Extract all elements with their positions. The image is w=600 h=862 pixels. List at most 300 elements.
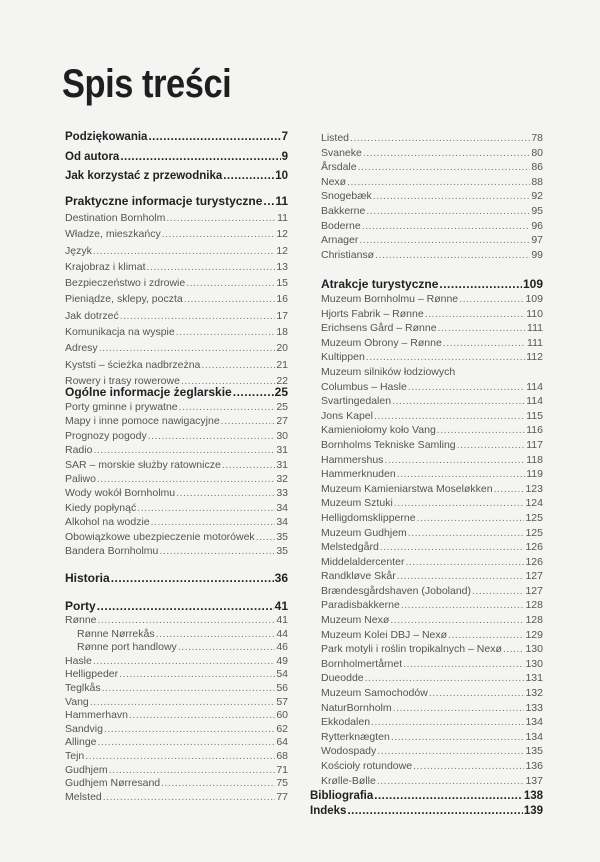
toc-entry[interactable] — [321, 350, 543, 365]
leader-dots — [391, 730, 525, 745]
toc-entry[interactable] — [65, 696, 288, 710]
leader-dots — [98, 614, 276, 628]
leader-dots — [256, 530, 276, 544]
toc-entry[interactable] — [321, 175, 543, 190]
toc-entry[interactable] — [65, 764, 288, 778]
toc-entry[interactable] — [65, 340, 288, 356]
toc-entry-label: Listed — [321, 132, 350, 144]
toc-entry[interactable] — [321, 365, 543, 380]
toc-entry-label: Adresy — [65, 342, 98, 355]
leader-dots — [401, 598, 525, 613]
toc-entry-page: 114 — [526, 395, 543, 408]
toc-entry-page: 125 — [525, 511, 543, 524]
toc-entry-label: Paradisbakkerne — [321, 599, 400, 612]
toc-entry-page: 130 — [525, 657, 543, 670]
toc-entry-page: 117 — [526, 438, 543, 451]
leader-dots — [350, 131, 530, 146]
leader-dots — [403, 657, 524, 672]
toc-entry-label: Årsdale — [321, 161, 357, 174]
toc-entry-label: Gudhjem — [65, 763, 108, 776]
leader-dots — [390, 613, 524, 628]
toc-entry[interactable] — [65, 515, 288, 529]
leader-dots — [103, 791, 276, 805]
toc-entry[interactable] — [65, 429, 288, 443]
toc-entry-page: 11 — [275, 194, 288, 208]
toc-entry[interactable] — [65, 682, 288, 696]
toc-entry-label: Bandera Bornholmu — [65, 544, 159, 557]
toc-entry[interactable] — [321, 394, 543, 409]
toc-entry-label: Svaneke — [321, 146, 362, 159]
toc-section-historia — [65, 570, 288, 586]
toc-entry-page: 138 — [523, 790, 543, 802]
toc-entry-page: 134 — [525, 716, 543, 729]
leader-dots — [97, 472, 275, 486]
toc-entry-label: Kościoły rotundowe — [321, 760, 413, 772]
leader-dots — [93, 443, 275, 457]
toc-entry-label: Helligdomsklipperne — [321, 511, 416, 524]
toc-intro — [65, 128, 288, 187]
toc-entry[interactable] — [65, 148, 288, 168]
leader-dots — [159, 544, 275, 558]
toc-section-heading[interactable] — [65, 570, 288, 586]
leader-dots — [439, 277, 522, 292]
toc-entry-page: 54 — [276, 668, 288, 681]
leader-dots — [201, 357, 275, 373]
toc-entry[interactable] — [65, 324, 288, 340]
toc-entry-label: Snogebæk — [321, 190, 372, 203]
toc-entry[interactable] — [65, 501, 288, 515]
toc-entry[interactable] — [321, 219, 543, 234]
toc-entry[interactable] — [321, 598, 543, 613]
toc-entry-label: SAR – morskie służby ratownicze — [65, 458, 221, 471]
leader-dots — [377, 774, 525, 789]
toc-entry-page: 68 — [276, 749, 288, 762]
toc-entry-label: Brændesgårdshaven (Joboland) — [321, 584, 472, 597]
leader-dots — [162, 226, 276, 242]
leader-dots — [397, 467, 526, 482]
toc-entry-page: 18 — [276, 326, 288, 339]
toc-section-ogolne — [65, 384, 288, 558]
toc-entry[interactable] — [321, 540, 543, 555]
toc-entry-page: 25 — [274, 385, 288, 399]
toc-entry-page: 109 — [525, 293, 543, 305]
toc-entry-label: Mapy i inne pomoce nawigacyjne — [65, 415, 220, 428]
toc-entry-label: Bornholmertårnet — [321, 657, 403, 670]
toc-entry-label: Muzeum Samochodów — [321, 687, 428, 700]
toc-entry[interactable] — [321, 131, 543, 146]
toc-entry[interactable] — [65, 736, 288, 750]
toc-entry-label: Muzeum silników łodziowych — [321, 365, 456, 378]
toc-entry-page: 137 — [525, 774, 543, 787]
toc-entry[interactable] — [65, 641, 288, 655]
toc-entry[interactable] — [65, 655, 288, 669]
toc-entry-page: 132 — [525, 687, 543, 700]
toc-entry-label: Hammershus — [321, 453, 384, 466]
leader-dots — [413, 759, 524, 774]
toc-entry[interactable] — [321, 730, 543, 745]
toc-entry-page: 33 — [276, 487, 288, 500]
page-title: Spis treści — [62, 62, 232, 106]
toc-entry[interactable] — [65, 226, 288, 242]
toc-entry-label: Władze, mieszkańcy — [65, 228, 161, 241]
leader-dots — [151, 515, 276, 529]
toc-entry-label: Helligpeder — [65, 668, 119, 681]
toc-entry-label: Obowiązkowe ubezpieczenie motorówek — [65, 530, 255, 543]
leader-dots — [448, 628, 524, 643]
leader-dots — [161, 777, 275, 791]
toc-entry-page: 111 — [527, 336, 543, 349]
toc-entry[interactable] — [65, 243, 288, 259]
leader-dots — [99, 340, 276, 356]
toc-entry[interactable] — [65, 291, 288, 307]
toc-entry-label: Ogólne informacje żeglarskie — [65, 385, 232, 399]
toc-entry-label: Jak korzystać z przewodnika — [65, 170, 223, 182]
leader-dots — [179, 400, 276, 414]
leader-dots — [371, 715, 524, 730]
toc-entry[interactable] — [65, 750, 288, 764]
toc-entry[interactable] — [65, 210, 288, 226]
toc-entry[interactable] — [65, 400, 288, 414]
toc-entry[interactable] — [65, 777, 288, 791]
leader-dots — [178, 641, 276, 655]
leader-dots — [393, 701, 525, 716]
toc-entry[interactable] — [321, 774, 543, 789]
toc-entry-label: Podziękowania — [65, 131, 148, 143]
toc-entry-page: 21 — [276, 358, 288, 371]
toc-entry-label: Arnager — [321, 234, 359, 247]
toc-entry[interactable] — [65, 308, 288, 324]
toc-entry-label: Porty gminne i prywatne — [65, 401, 178, 413]
toc-entry-page: 128 — [525, 614, 543, 627]
toc-entry-label: Bezpieczeństwo i zdrowie — [65, 277, 186, 290]
toc-entry-label: NaturBornholm — [321, 701, 392, 714]
toc-entry[interactable] — [321, 642, 543, 657]
toc-entry[interactable] — [321, 569, 543, 584]
leader-dots — [459, 292, 524, 307]
toc-entry-page: 56 — [276, 681, 288, 694]
toc-entry[interactable] — [321, 307, 543, 322]
toc-entry-page: 46 — [276, 641, 288, 654]
toc-section-heading[interactable] — [65, 384, 288, 400]
toc-entry[interactable] — [321, 715, 543, 730]
toc-entry-page: 111 — [527, 322, 543, 335]
leader-dots — [405, 555, 524, 570]
toc-entry-page: 96 — [531, 219, 543, 232]
toc-entry-page: 11 — [277, 212, 288, 224]
toc-entry-label: Destination Bornholm — [65, 212, 166, 224]
toc-entry-page: 49 — [276, 654, 288, 667]
leader-dots — [176, 486, 275, 500]
leader-dots — [129, 709, 275, 723]
leader-dots — [380, 540, 525, 555]
leader-dots — [111, 570, 274, 586]
toc-section-atrakcje — [321, 277, 543, 788]
toc-entry-page: 35 — [276, 530, 288, 543]
toc-entry[interactable] — [321, 409, 543, 424]
toc-entry[interactable] — [321, 248, 543, 263]
toc-entry[interactable] — [321, 453, 543, 468]
toc-entry-label: Komunikacja na wyspie — [65, 326, 175, 339]
toc-entry-label: Dueodde — [321, 672, 364, 685]
toc-entry-page: 127 — [525, 584, 543, 597]
toc-entry-label: Bornholms Tekniske Samling — [321, 438, 456, 451]
leader-dots — [375, 248, 530, 263]
leader-dots — [85, 750, 275, 764]
toc-entry[interactable] — [321, 204, 543, 219]
toc-entry-page: 128 — [525, 599, 543, 612]
toc-entry-label: Krajobraz i klimat — [65, 260, 146, 273]
toc-entry-label: Hammerknuden — [321, 468, 396, 481]
toc-entry-label: Kultippen — [321, 351, 365, 364]
toc-entry-page: 119 — [526, 468, 543, 481]
toc-entry-page: 116 — [526, 424, 543, 437]
toc-entry-page: 34 — [276, 516, 288, 529]
leader-dots — [97, 599, 274, 614]
leader-dots — [347, 175, 530, 190]
leader-dots — [166, 210, 276, 226]
toc-entry[interactable] — [321, 496, 543, 511]
toc-entry-page: 80 — [531, 146, 543, 159]
toc-entry-page: 31 — [276, 444, 288, 457]
toc-entry-page: 12 — [276, 244, 288, 257]
toc-entry-page: 133 — [525, 701, 543, 714]
toc-entry-page: 99 — [531, 248, 543, 261]
toc-entry[interactable] — [65, 486, 288, 500]
toc-entry-label: Jons Kapel — [321, 409, 373, 422]
toc-entry-label: Paliwo — [65, 472, 96, 485]
toc-entry[interactable] — [65, 458, 288, 472]
toc-entry-label: Allinge — [65, 736, 97, 749]
toc-entry-page: 123 — [525, 482, 543, 495]
toc-entry-page: 34 — [276, 501, 288, 514]
toc-entry[interactable] — [310, 804, 543, 819]
toc-entry-label: Erichsens Gård – Rønne — [321, 322, 437, 335]
toc-entry[interactable] — [65, 544, 288, 558]
toc-entry[interactable] — [321, 380, 543, 395]
toc-entry[interactable] — [321, 438, 543, 453]
leader-dots — [148, 128, 280, 148]
toc-entry[interactable] — [65, 723, 288, 737]
leader-dots — [374, 789, 523, 804]
toc-entry[interactable] — [321, 686, 543, 701]
toc-entry[interactable] — [321, 526, 543, 541]
toc-entry[interactable] — [65, 791, 288, 805]
toc-entry[interactable] — [321, 336, 543, 351]
toc-entry-label: Krølle-Bølle — [321, 774, 376, 787]
toc-entry-page: 27 — [276, 415, 288, 428]
leader-dots — [417, 511, 525, 526]
toc-entry[interactable] — [321, 657, 543, 672]
leader-dots — [365, 671, 525, 686]
leader-dots — [120, 308, 276, 324]
toc-entry-page: 134 — [525, 730, 543, 743]
toc-entry[interactable] — [321, 160, 543, 175]
leader-dots — [90, 696, 276, 710]
toc-entry-label: Kyststi – ścieżka nadbrzeżna — [65, 358, 201, 371]
toc-entry-label: Historia — [65, 571, 110, 585]
toc-entry[interactable] — [321, 233, 543, 248]
leader-dots — [184, 291, 276, 307]
toc-entry-page: 126 — [525, 541, 543, 554]
toc-entry[interactable] — [321, 701, 543, 716]
toc-entry[interactable] — [321, 628, 543, 643]
toc-section-porty-continued — [321, 131, 543, 262]
leader-dots — [93, 655, 275, 669]
toc-entry-page: 20 — [276, 342, 288, 355]
toc-entry[interactable] — [65, 668, 288, 682]
toc-entry-page: 124 — [525, 497, 543, 510]
toc-entry-label: Muzeum Kamieniarstwa Moseløkken — [321, 482, 493, 495]
toc-entry[interactable] — [65, 414, 288, 428]
toc-entry-label: Middelaldercenter — [321, 555, 405, 568]
toc-entry-page: 131 — [525, 672, 543, 685]
toc-entry[interactable] — [321, 292, 543, 307]
leader-dots — [394, 496, 525, 511]
toc-entry[interactable] — [321, 759, 543, 774]
toc-entry-page: 15 — [276, 277, 288, 290]
toc-entry-page: 135 — [525, 745, 543, 758]
toc-entry-label: Columbus – Hasle — [321, 380, 407, 393]
toc-entry-label: Bakkerne — [321, 204, 366, 217]
leader-dots — [186, 275, 275, 291]
toc-entry-label: Nexø — [321, 175, 347, 188]
toc-entry-label: Teglkås — [65, 681, 101, 694]
toc-entry[interactable] — [321, 511, 543, 526]
toc-entry-label: Wody wokół Bornholmu — [65, 487, 176, 500]
toc-entry[interactable] — [321, 482, 543, 497]
toc-entry[interactable] — [310, 789, 543, 804]
leader-dots — [503, 642, 525, 657]
leader-dots — [223, 167, 274, 187]
toc-entry-label: Pieniądze, sklepy, poczta — [65, 293, 183, 306]
leader-dots — [263, 192, 274, 210]
toc-entry[interactable] — [321, 321, 543, 336]
toc-entry-label: Gudhjem Nørresand — [65, 777, 161, 790]
toc-entry-page: 64 — [276, 736, 288, 749]
toc-entry-page: 10 — [275, 170, 288, 182]
toc-entry[interactable] — [65, 357, 288, 373]
toc-entry-page: 109 — [522, 277, 543, 291]
toc-entry-page: 31 — [276, 458, 288, 471]
toc-entry-page: 110 — [526, 307, 543, 320]
toc-entry[interactable] — [65, 628, 288, 642]
toc-entry[interactable] — [321, 744, 543, 759]
leader-dots — [425, 307, 526, 322]
leader-dots — [443, 336, 526, 351]
toc-entry-label: Hjorts Fabrik – Rønne — [321, 307, 424, 320]
toc-entry-label: Kamieniołomy koło Vang — [321, 424, 436, 437]
toc-entry-page: 129 — [525, 628, 543, 641]
toc-entry-label: Alkohol na wodzie — [65, 516, 150, 529]
toc-entry-page: 97 — [531, 234, 543, 247]
toc-entry-label: Svartingedalen — [321, 395, 392, 408]
leader-dots — [147, 259, 276, 275]
toc-entry-page: 9 — [281, 150, 288, 163]
toc-entry-page: 41 — [274, 599, 288, 613]
toc-entry[interactable] — [65, 128, 288, 148]
leader-dots — [104, 723, 275, 737]
toc-entry[interactable] — [321, 467, 543, 482]
leader-dots — [347, 804, 522, 819]
leader-dots — [437, 423, 525, 438]
toc-section-heading[interactable] — [65, 599, 288, 614]
leader-dots — [408, 380, 525, 395]
toc-entry-label: Muzeum Kolei DBJ – Nexø — [321, 628, 448, 641]
toc-entry-label: Jak dotrzeć — [65, 309, 119, 322]
toc-entry-label: Park motyli i roślin tropikalnych – Nexø — [321, 643, 502, 656]
leader-dots — [109, 764, 276, 778]
leader-dots — [93, 243, 275, 259]
toc-entry-label: Rønne — [65, 614, 97, 626]
toc-entry[interactable] — [321, 555, 543, 570]
toc-entry-page: 17 — [276, 309, 288, 322]
toc-entry[interactable] — [321, 423, 543, 438]
toc-entry[interactable] — [321, 146, 543, 161]
toc-entry-label: Boderne — [321, 219, 361, 232]
toc-entry-label: Melsted — [65, 790, 102, 803]
toc-entry-label: Hasle — [65, 654, 92, 667]
leader-dots — [457, 438, 526, 453]
toc-entry-label: Vang — [65, 695, 89, 708]
toc-entry[interactable] — [65, 167, 288, 187]
toc-entry-label: Christiansø — [321, 248, 375, 261]
toc-entry-page: 7 — [281, 131, 288, 143]
toc-entry-label: Rowery i trasy rowerowe — [65, 374, 180, 387]
leader-dots — [377, 744, 524, 759]
toc-entry[interactable] — [65, 530, 288, 544]
toc-outro — [310, 789, 543, 819]
toc-entry-label: Tejn — [65, 749, 85, 762]
toc-entry[interactable] — [321, 189, 543, 204]
toc-section-heading[interactable] — [65, 192, 288, 210]
toc-entry-page: 13 — [276, 260, 288, 273]
toc-entry[interactable] — [65, 259, 288, 275]
toc-entry-label: Melstedgård — [321, 541, 379, 554]
toc-entry[interactable] — [65, 472, 288, 486]
leader-dots — [222, 458, 276, 472]
toc-entry[interactable] — [321, 584, 543, 599]
toc-entry-label: Język — [65, 244, 92, 257]
toc-entry-label: Praktyczne informacje turystyczne — [65, 194, 263, 208]
leader-dots — [397, 569, 525, 584]
toc-entry-label: Muzeum Obrony – Rønne — [321, 336, 442, 349]
toc-entry-page: 92 — [531, 190, 543, 203]
leader-dots — [148, 429, 276, 443]
leader-dots — [176, 324, 276, 340]
toc-entry[interactable] — [65, 275, 288, 291]
toc-entry-page: 125 — [525, 526, 543, 539]
toc-entry-page: 12 — [276, 228, 288, 241]
toc-entry-page: 60 — [276, 709, 288, 722]
toc-entry-page: 139 — [523, 805, 543, 817]
toc-section-heading[interactable] — [321, 277, 543, 292]
leader-dots — [233, 384, 274, 400]
toc-entry[interactable] — [65, 614, 288, 628]
toc-section-porty — [65, 599, 288, 804]
toc-entry[interactable] — [65, 709, 288, 723]
leader-dots — [392, 394, 525, 409]
toc-entry[interactable] — [321, 671, 543, 686]
toc-entry-page: 114 — [526, 380, 543, 393]
toc-entry[interactable] — [321, 613, 543, 628]
leader-dots — [429, 686, 525, 701]
toc-entry[interactable] — [65, 443, 288, 457]
leader-dots — [119, 668, 275, 682]
toc-entry-label: Muzeum Gudhjem — [321, 526, 407, 539]
toc-entry-page: 112 — [526, 351, 543, 364]
toc-entry-label: Randkløve Skår — [321, 570, 396, 583]
toc-entry-page: 88 — [531, 175, 543, 188]
